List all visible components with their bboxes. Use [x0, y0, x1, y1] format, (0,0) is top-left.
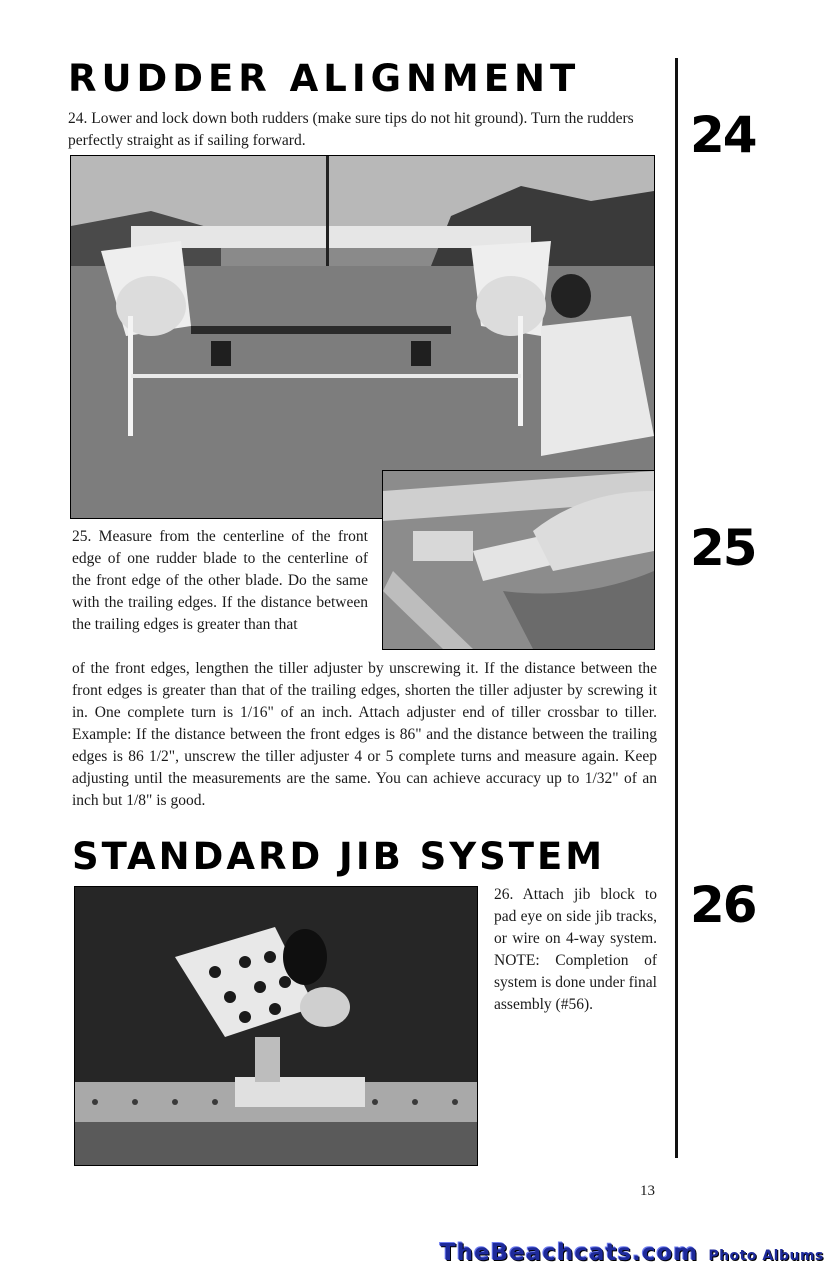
step-24-text: 24. Lower and lock down both rudders (make sure tips do not hit ground). Turn the rudders perfectly straight as if sailing forward.	[68, 110, 634, 149]
step-25-text-side: 25. Measure from the centerline of the front edge of one rudder blade to the centerline of the front edge of the other blade. Do the same with the trailing edges. If the distance between the trailing edges is greater than that	[72, 528, 368, 633]
footer-brand: TheBeachcats.com	[440, 1240, 699, 1266]
photo-tiller-adjuster-closeup	[382, 470, 655, 650]
photo-jib-block	[74, 886, 478, 1166]
page-heading-rudder-alignment: RUDDER ALIGNMENT	[68, 57, 581, 100]
vertical-divider	[675, 58, 678, 1158]
page-number: 13	[640, 1183, 655, 1199]
step-number-25: 25	[690, 519, 756, 577]
step-26-text: 26. Attach jib block to pad eye on side jib tracks, or wire on 4-way system. NOTE: Completion of system is done under final assembly (#56).	[494, 886, 657, 1013]
photo-rudders-on-trailer	[70, 155, 655, 519]
footer-albums: Photo Albums	[708, 1248, 824, 1264]
step-number-26: 26	[690, 876, 756, 934]
step-number-24: 24	[690, 106, 756, 164]
step-25-text: of the front edges, lengthen the tiller adjuster by unscrewing it. If the distance between the front edges is greater than that of the trailing edges, shorten the tiller adjuster by screwing it in. One complete turn is 1/16" of an inch. Attach adjuster end of tiller crossbar to tiller. Example: If the distance between the front edges is 86" and the distance between the trailing edges is 86 1/2", unscrew the tiller adjuster 4 or 5 complete turns and measure again. Keep adjusting until the measurements are the same. You can achieve accuracy up to 1/32" of an inch but 1/8" is good.	[72, 660, 657, 809]
page-heading-standard-jib-system: STANDARD JIB SYSTEM	[72, 835, 606, 878]
footer-watermark	[440, 1240, 824, 1270]
